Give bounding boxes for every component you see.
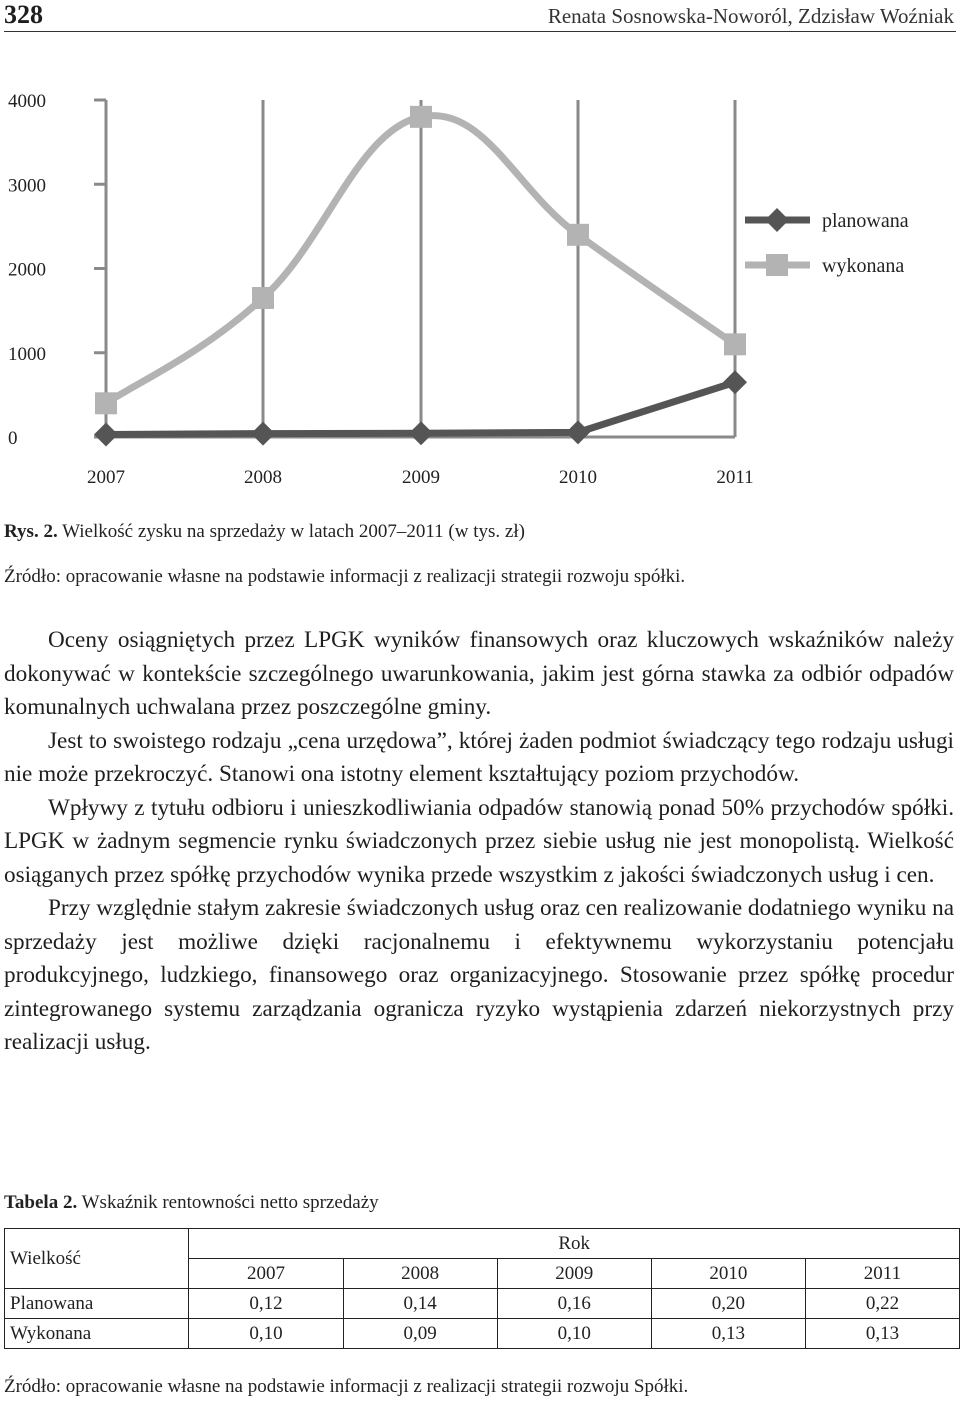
data-point-wykonana: [252, 287, 274, 309]
legend-label: wykonana: [822, 255, 905, 277]
table-caption: [4, 1192, 379, 1214]
chart-grid: [94, 100, 735, 437]
x-tick-label: 2007: [87, 467, 125, 488]
x-tick-label: 2008: [244, 467, 282, 488]
running-head-authors: Renata Sosnowska-Noworól, Zdzisław Woźniak: [547, 4, 954, 28]
y-tick-label: 2000: [8, 259, 46, 281]
row-header-cell: Wielkość: [5, 1229, 189, 1289]
data-point-wykonana: [724, 333, 746, 355]
y-tick-label: 4000: [8, 91, 46, 112]
body-text: [4, 624, 954, 1060]
paragraph: Wpływy z tytułu odbioru i unieszkodliwiania odpadów stanowią ponad 50% przychodów spółki. LPGK w żadnym segmencie rynku świadczonych przez siebie usług nie jest monopolistą. Wielkość osiąganych przez spółkę przychodów wynika przede wszystkim z jakości świadczonych usług i cen.: [4, 794, 954, 888]
x-axis-labels: [87, 467, 754, 488]
profitability-table: [4, 1228, 960, 1349]
figure-title: Wielkość zysku na sprzedaży w latach 2007–2011 (w tys. zł): [57, 521, 525, 542]
figure-source: Źródło: opracowanie własne na podstawie informacji z realizacji strategii rozwoju spółki.: [4, 566, 686, 587]
table-cell: 0,13: [651, 1319, 805, 1349]
table-cell: 0,14: [343, 1289, 497, 1319]
year-group-header: Rok: [189, 1229, 960, 1259]
x-tick-label: 2011: [716, 467, 754, 488]
legend-marker: [765, 208, 789, 232]
year-header: 2010: [651, 1259, 805, 1289]
legend-item-wykonana: [745, 254, 904, 277]
x-tick-label: 2010: [559, 467, 597, 488]
y-tick-label: 1000: [8, 343, 46, 365]
header-rule: [4, 31, 956, 32]
y-tick-label: 3000: [8, 175, 46, 197]
row-label: Wykonana: [5, 1319, 189, 1349]
year-header: 2007: [189, 1259, 343, 1289]
data-point-planowana: [94, 422, 118, 446]
year-header: 2011: [805, 1259, 959, 1289]
legend-item-planowana: [745, 208, 909, 232]
year-header: 2008: [343, 1259, 497, 1289]
legend-label: planowana: [822, 210, 909, 232]
table-source: Źródło: opracowanie własne na podstawie informacji z realizacji strategii rozwoju Spółki.: [4, 1376, 689, 1397]
figure-caption: [4, 521, 525, 543]
table-row: [5, 1319, 960, 1349]
page-number: 328: [4, 0, 43, 29]
table-cell: 0,09: [343, 1319, 497, 1349]
page-header: [0, 0, 960, 32]
chart-legend: [745, 208, 909, 277]
table-title: Wskaźnik rentowności netto sprzedaży: [77, 1192, 379, 1213]
table-cell: 0,22: [805, 1289, 959, 1319]
table-cell: 0,10: [189, 1319, 343, 1349]
paragraph: Przy względnie stałym zakresie świadczonych usług oraz cen realizowanie dodatniego wyniku na sprzedaży jest możliwe dzięki racjonalnemu i efektywnemu wykorzystaniu potencjału produkcyjnego, ludzkiego, finansowego oraz organizacyjnego. Stosowanie przez spółkę procedur zintegrowanego systemu zarządzania ogranicza ryzyko wystąpienia zdarzeń niekorzystnych przy realizacji usług.: [4, 895, 954, 1055]
table-cell: 0,13: [805, 1319, 959, 1349]
y-axis-labels: [8, 91, 46, 449]
data-point-wykonana: [95, 392, 117, 414]
figure-label: Rys. 2.: [4, 521, 58, 542]
y-tick-label: 0: [8, 428, 18, 449]
data-point-planowana: [566, 420, 590, 444]
table-cell: 0,10: [497, 1319, 651, 1349]
data-point-wykonana: [410, 106, 432, 128]
paragraph: Jest to swoistego rodzaju „cena urzędowa”, której żaden podmiot świadczący tego rodzaju usługi nie może przekroczyć. Stanowi ona istotny element kształtujący poziom przychodów.: [4, 727, 954, 787]
table-label: Tabela 2.: [4, 1192, 78, 1213]
data-point-planowana: [251, 422, 275, 446]
x-tick-label: 2009: [402, 467, 440, 488]
paragraph: Oceny osiągniętych przez LPGK wyników finansowych oraz kluczowych wskaźników należy dokonywać w kontekście szczególnego uwarunkowania, jakim jest górna stawka za odbiór odpadów komunalnych uchwalana przez poszczególne gminy.: [4, 627, 954, 720]
row-label: Planowana: [5, 1289, 189, 1319]
data-point-planowana: [723, 370, 747, 394]
table-cell: 0,20: [651, 1289, 805, 1319]
legend-marker: [766, 254, 788, 276]
year-header: 2009: [497, 1259, 651, 1289]
table-cell: 0,16: [497, 1289, 651, 1319]
data-point-planowana: [409, 421, 433, 445]
data-point-wykonana: [567, 224, 589, 246]
profit-line-chart: [0, 40, 960, 500]
table-cell: 0,12: [189, 1289, 343, 1319]
table-row: [5, 1289, 960, 1319]
